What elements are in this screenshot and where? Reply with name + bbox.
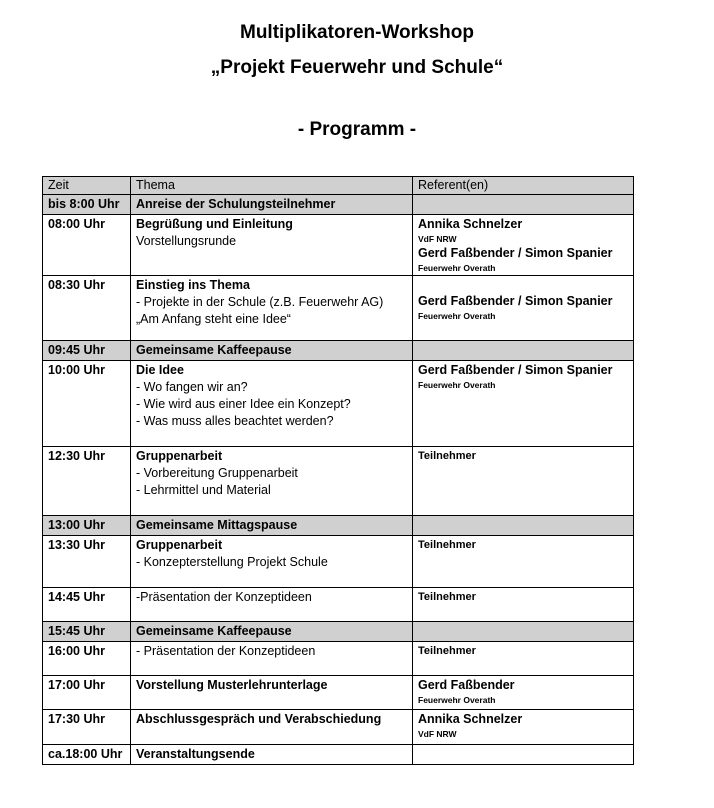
column-header-topic: Thema — [131, 177, 413, 195]
table-row — [43, 447, 634, 516]
time-cell: 17:00 Uhr — [43, 676, 131, 710]
speaker-organization: Feuerwehr Overath — [418, 380, 496, 390]
column-header-time: Zeit — [43, 177, 131, 195]
time-cell: 15:45 Uhr — [43, 622, 131, 642]
topic-cell — [131, 447, 413, 516]
table-row — [43, 588, 634, 622]
speaker-cell — [413, 341, 634, 361]
speaker-name: Gerd Faßbender / Simon Spanier — [418, 294, 613, 308]
document-subtitle: - Programm - — [297, 119, 417, 140]
speaker-name: Teilnehmer — [418, 450, 476, 462]
time-cell: 08:30 Uhr — [43, 276, 131, 341]
table-row — [43, 215, 634, 276]
topic-item: - Wie wird aus einer Idee ein Konzept? — [136, 397, 351, 411]
speaker-cell — [413, 710, 634, 745]
topic-item: - Konzepterstellung Projekt Schule — [136, 555, 328, 569]
table-row — [43, 195, 634, 215]
topic-cell — [131, 215, 413, 276]
time-cell: 10:00 Uhr — [43, 361, 131, 447]
speaker-name: Teilnehmer — [418, 645, 476, 657]
time-cell: 16:00 Uhr — [43, 642, 131, 676]
table-row — [43, 276, 634, 341]
topic-title: Gruppenarbeit — [136, 538, 223, 552]
table-row — [43, 710, 634, 745]
topic-title: - Präsentation der Konzeptideen — [136, 644, 316, 658]
time-cell: 13:00 Uhr — [43, 516, 131, 536]
speaker-name: Gerd Faßbender / Simon Spanier — [418, 363, 613, 377]
topic-item: - Vorbereitung Gruppenarbeit — [136, 466, 298, 480]
speaker-name: Annika Schnelzer — [418, 217, 523, 231]
speaker-organization: VdF NRW — [418, 234, 457, 244]
document-title: Multiplikatoren-Workshop — [240, 22, 474, 43]
speaker-cell — [413, 745, 634, 765]
time-cell: 17:30 Uhr — [43, 710, 131, 745]
program-table — [42, 176, 634, 765]
speaker-organization: Feuerwehr Overath — [418, 311, 496, 321]
speaker-cell — [413, 276, 634, 341]
time-cell: ca.18:00 Uhr — [43, 745, 131, 765]
topic-cell — [131, 341, 413, 361]
topic-title: Vorstellung Musterlehrunterlage — [136, 678, 328, 692]
topic-title: -Präsentation der Konzeptideen — [136, 590, 312, 604]
speaker-cell — [413, 536, 634, 588]
speaker-cell — [413, 642, 634, 676]
table-row — [43, 516, 634, 536]
speaker-cell — [413, 588, 634, 622]
topic-cell — [131, 536, 413, 588]
speaker-name: Annika Schnelzer — [418, 712, 523, 726]
topic-title: Abschlussgespräch und Verabschiedung — [136, 712, 382, 726]
topic-title: Gemeinsame Mittagspause — [136, 518, 298, 532]
topic-title: Gemeinsame Kaffeepause — [136, 343, 292, 357]
topic-cell — [131, 588, 413, 622]
topic-item: - Lehrmittel und Material — [136, 483, 271, 497]
speaker-cell — [413, 447, 634, 516]
table-row — [43, 341, 634, 361]
topic-cell — [131, 710, 413, 745]
table-header-row — [43, 177, 634, 195]
time-cell: 12:30 Uhr — [43, 447, 131, 516]
speaker-cell — [413, 195, 634, 215]
topic-title: Begrüßung und Einleitung — [136, 217, 293, 231]
speaker-name: Teilnehmer — [418, 539, 476, 551]
topic-title: Veranstaltungsende — [136, 747, 255, 761]
topic-cell — [131, 622, 413, 642]
time-cell: 09:45 Uhr — [43, 341, 131, 361]
topic-item: Vorstellungsrunde — [136, 234, 237, 248]
topic-title: Die Idee — [136, 363, 184, 377]
table-row — [43, 622, 634, 642]
speaker-organization: Feuerwehr Overath — [418, 263, 496, 273]
topic-cell — [131, 195, 413, 215]
speaker-cell — [413, 215, 634, 276]
topic-title: Einstieg ins Thema — [136, 278, 250, 292]
speaker-organization: Feuerwehr Overath — [418, 695, 496, 705]
speaker-name: Teilnehmer — [418, 591, 476, 603]
table-row — [43, 361, 634, 447]
topic-item: „Am Anfang steht eine Idee“ — [136, 312, 291, 326]
time-cell: bis 8:00 Uhr — [43, 195, 131, 215]
table-row — [43, 745, 634, 765]
table-row — [43, 642, 634, 676]
table-row — [43, 536, 634, 588]
time-cell: 14:45 Uhr — [43, 588, 131, 622]
time-cell: 13:30 Uhr — [43, 536, 131, 588]
topic-title: Gemeinsame Kaffeepause — [136, 624, 292, 638]
topic-item: - Projekte in der Schule (z.B. Feuerwehr AG) — [136, 295, 384, 309]
topic-cell — [131, 516, 413, 536]
topic-cell — [131, 676, 413, 710]
topic-item: - Was muss alles beachtet werden? — [136, 414, 334, 428]
speaker-name: Gerd Faßbender — [418, 678, 515, 692]
topic-title: Anreise der Schulungsteilnehmer — [136, 197, 336, 211]
topic-title: Gruppenarbeit — [136, 449, 223, 463]
speaker-cell — [413, 676, 634, 710]
topic-item: - Wo fangen wir an? — [136, 380, 248, 394]
column-header-speakers: Referent(en) — [413, 177, 634, 195]
speaker-name: Gerd Faßbender / Simon Spanier — [418, 246, 613, 260]
speaker-organization: VdF NRW — [418, 729, 457, 739]
topic-cell — [131, 745, 413, 765]
time-cell: 08:00 Uhr — [43, 215, 131, 276]
speaker-cell — [413, 361, 634, 447]
topic-cell — [131, 276, 413, 341]
topic-cell — [131, 642, 413, 676]
speaker-cell — [413, 622, 634, 642]
table-row — [43, 676, 634, 710]
document-title-line2: „Projekt Feuerwehr und Schule“ — [210, 57, 504, 78]
topic-cell — [131, 361, 413, 447]
speaker-cell — [413, 516, 634, 536]
